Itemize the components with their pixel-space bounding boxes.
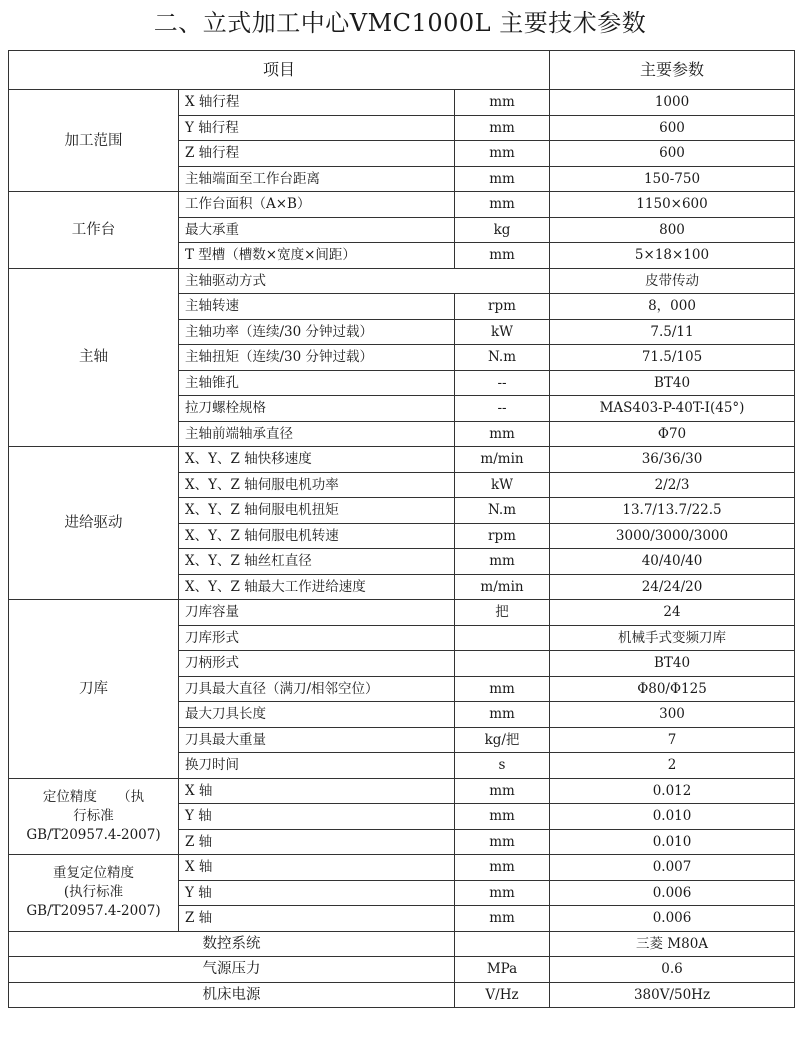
table-row	[9, 931, 795, 957]
item-cell: 主轴转速	[179, 294, 455, 320]
value-cell: 1150×600	[550, 192, 795, 218]
item-cell: 主轴功率（连续/30 分钟过载）	[179, 319, 455, 345]
item-cell: X 轴	[179, 778, 455, 804]
value-cell: 380V/50Hz	[550, 982, 795, 1008]
group-label-positioning	[9, 778, 179, 855]
value-cell: 0.007	[550, 855, 795, 881]
value-cell: 8，000	[550, 294, 795, 320]
item-cell: 刀柄形式	[179, 651, 455, 677]
unit-cell: rpm	[455, 294, 550, 320]
item-cell: 最大承重	[179, 217, 455, 243]
value-cell: BT40	[550, 651, 795, 677]
unit-cell: kW	[455, 319, 550, 345]
unit-cell: mm	[455, 421, 550, 447]
group-label-line: 刀库	[79, 680, 108, 697]
unit-cell: mm	[455, 141, 550, 167]
table-row	[9, 778, 795, 804]
value-cell: 机械手式变频刀库	[550, 625, 795, 651]
group-label-range	[9, 90, 179, 192]
value-cell: 36/36/30	[550, 447, 795, 473]
item-cell: 主轴扭矩（连续/30 分钟过载）	[179, 345, 455, 371]
item-cell: 刀具最大直径（满刀/相邻空位）	[179, 676, 455, 702]
group-label-feed	[9, 447, 179, 600]
group-label-repeatability	[9, 855, 179, 932]
table-row	[9, 600, 795, 626]
unit-cell: mm	[455, 90, 550, 116]
group-label-line: 定位精度 （执	[42, 788, 145, 805]
item-cell: 换刀时间	[179, 753, 455, 779]
group-label-line: 重复定位精度	[53, 865, 134, 882]
unit-cell: mm	[455, 115, 550, 141]
unit-cell: --	[455, 370, 550, 396]
group-label-table	[9, 192, 179, 269]
value-cell: 5×18×100	[550, 243, 795, 269]
unit-cell: kg/把	[455, 727, 550, 753]
value-cell: 150-750	[550, 166, 795, 192]
value-cell: Φ80/Φ125	[550, 676, 795, 702]
item-cell: 主轴前端轴承直径	[179, 421, 455, 447]
value-cell: 0.010	[550, 804, 795, 830]
unit-cell: mm	[455, 243, 550, 269]
group-label-line: 行标准	[73, 807, 114, 824]
group-label-line: 主轴	[79, 349, 108, 366]
group-label-line: 进给驱动	[64, 515, 123, 531]
item-cell: 刀具最大重量	[179, 727, 455, 753]
unit-cell: s	[455, 753, 550, 779]
item-cell: Z 轴	[179, 906, 455, 932]
unit-cell	[455, 625, 550, 651]
value-cell: 40/40/40	[550, 549, 795, 575]
value-cell: 3000/3000/3000	[550, 523, 795, 549]
value-cell: 三菱 M80A	[550, 931, 795, 957]
item-cell: Y 轴行程	[179, 115, 455, 141]
header-params: 主要参数	[550, 51, 795, 90]
item-cell: T 型槽（槽数×宽度×间距）	[179, 243, 455, 269]
value-cell: 0.012	[550, 778, 795, 804]
table-row	[9, 192, 795, 218]
unit-cell: kg	[455, 217, 550, 243]
group-label-line: (执行标准	[63, 884, 124, 901]
group-label-spindle	[9, 268, 179, 447]
unit-cell: mm	[455, 880, 550, 906]
value-cell: 0.6	[550, 957, 795, 983]
unit-cell: rpm	[455, 523, 550, 549]
item-cell: X、Y、Z 轴伺服电机扭矩	[179, 498, 455, 524]
unit-cell: kW	[455, 472, 550, 498]
item-cell: 主轴驱动方式	[179, 268, 550, 294]
item-cell: Y 轴	[179, 804, 455, 830]
item-cell: X、Y、Z 轴丝杠直径	[179, 549, 455, 575]
table-row	[9, 447, 795, 473]
value-cell: 0.006	[550, 906, 795, 932]
header-item: 项目	[9, 51, 550, 90]
value-cell: 2/2/3	[550, 472, 795, 498]
unit-cell: m/min	[455, 447, 550, 473]
header-row	[9, 51, 795, 90]
group-label-line: GB/T20957.4-2007)	[26, 826, 161, 843]
item-cell: X、Y、Z 轴伺服电机转速	[179, 523, 455, 549]
value-cell: Φ70	[550, 421, 795, 447]
unit-cell: mm	[455, 549, 550, 575]
value-cell: 24	[550, 600, 795, 626]
unit-cell	[455, 931, 550, 957]
value-cell: 0.006	[550, 880, 795, 906]
table-row	[9, 957, 795, 983]
unit-cell: mm	[455, 166, 550, 192]
item-cell: 拉刀螺栓规格	[179, 396, 455, 422]
item-cell: 主轴端面至工作台距离	[179, 166, 455, 192]
unit-cell: MPa	[455, 957, 550, 983]
item-cell: X 轴行程	[179, 90, 455, 116]
unit-cell: --	[455, 396, 550, 422]
unit-cell: V/Hz	[455, 982, 550, 1008]
item-cell: 主轴锥孔	[179, 370, 455, 396]
unit-cell: mm	[455, 702, 550, 728]
value-cell: 71.5/105	[550, 345, 795, 371]
value-cell: 13.7/13.7/22.5	[550, 498, 795, 524]
item-cell: Y 轴	[179, 880, 455, 906]
item-cell: Z 轴	[179, 829, 455, 855]
item-cell: X、Y、Z 轴快移速度	[179, 447, 455, 473]
item-cell: 工作台面积（A×B）	[179, 192, 455, 218]
item-cell: 气源压力	[9, 957, 455, 983]
item-cell: X 轴	[179, 855, 455, 881]
value-cell: 0.010	[550, 829, 795, 855]
value-cell: 皮带传动	[550, 268, 795, 294]
unit-cell: mm	[455, 192, 550, 218]
item-cell: 刀库形式	[179, 625, 455, 651]
item-cell: X、Y、Z 轴伺服电机功率	[179, 472, 455, 498]
unit-cell: m/min	[455, 574, 550, 600]
group-label-line: 加工范围	[64, 132, 123, 149]
spec-table	[8, 50, 795, 1008]
group-label-magazine	[9, 600, 179, 779]
value-cell: 1000	[550, 90, 795, 116]
value-cell: 800	[550, 217, 795, 243]
unit-cell: mm	[455, 804, 550, 830]
value-cell: 2	[550, 753, 795, 779]
table-row	[9, 855, 795, 881]
unit-cell: N.m	[455, 498, 550, 524]
item-cell: 机床电源	[9, 982, 455, 1008]
item-cell: 刀库容量	[179, 600, 455, 626]
table-row	[9, 90, 795, 116]
unit-cell	[455, 651, 550, 677]
unit-cell: mm	[455, 778, 550, 804]
page-title: 二、立式加工中心VMC1000L 主要技术参数	[153, 9, 647, 37]
unit-cell: mm	[455, 676, 550, 702]
value-cell: 600	[550, 141, 795, 167]
unit-cell: mm	[455, 906, 550, 932]
group-label-line: 工作台	[71, 221, 116, 238]
item-cell: Z 轴行程	[179, 141, 455, 167]
item-cell: 数控系统	[9, 931, 455, 957]
unit-cell: mm	[455, 855, 550, 881]
value-cell: 7	[550, 727, 795, 753]
unit-cell: mm	[455, 829, 550, 855]
value-cell: 600	[550, 115, 795, 141]
group-label-line: GB/T20957.4-2007)	[26, 903, 161, 920]
value-cell: 24/24/20	[550, 574, 795, 600]
value-cell: 300	[550, 702, 795, 728]
table-row	[9, 982, 795, 1008]
unit-cell: N.m	[455, 345, 550, 371]
value-cell: MAS403-P-40T-I(45°)	[550, 396, 795, 422]
value-cell: BT40	[550, 370, 795, 396]
item-cell: 最大刀具长度	[179, 702, 455, 728]
table-row	[9, 268, 795, 294]
value-cell: 7.5/11	[550, 319, 795, 345]
unit-cell: 把	[455, 600, 550, 626]
item-cell: X、Y、Z 轴最大工作进给速度	[179, 574, 455, 600]
